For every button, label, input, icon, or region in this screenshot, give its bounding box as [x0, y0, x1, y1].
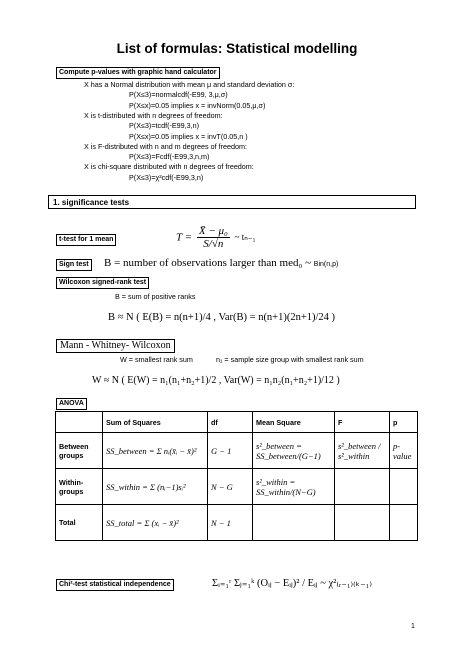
ttest-lhs: T =	[176, 231, 193, 244]
anova-header-cell: df	[208, 412, 253, 433]
anova-ss: SS_within = Σ (nᵢ−1)sᵢ²	[103, 469, 208, 505]
calc-heading: Compute p-values with graphic hand calculator	[56, 67, 220, 79]
anova-ss: SS_between = Σ nᵢ(x̄ᵢ − x̄)²	[103, 433, 208, 469]
anova-header-cell: Mean Square	[253, 412, 335, 433]
calc-line: X has a Normal distribution with mean μ and standard deviation σ:	[84, 80, 295, 89]
page-title: List of formulas: Statistical modelling	[116, 41, 358, 56]
ttest-denominator: S/√n	[203, 238, 224, 250]
anova-header-cell	[56, 412, 103, 433]
mww-desc1: W = smallest rank sum	[120, 355, 193, 364]
anova-rowname: Total	[56, 505, 103, 541]
calc-line: P(X≤x)=0.05 implies x = invT(0.05,n )	[129, 131, 248, 141]
table-row	[56, 433, 418, 469]
signtest-dist: Bin(n,p)	[313, 261, 339, 268]
signtest-text: B = number of observations larger than med₀ ~	[104, 257, 312, 269]
anova-p: p-value	[390, 433, 418, 469]
page-number: 1	[411, 623, 415, 630]
table-row	[56, 505, 418, 541]
anova-ms: s²_between = SS_between/(G−1)	[253, 433, 335, 469]
anova-rowname: Between groups	[56, 433, 103, 469]
section-heading: 1. significance tests	[48, 195, 416, 209]
anova-header-cell: p	[390, 412, 418, 433]
anova-header-row	[56, 412, 418, 433]
ttest-numerator: X̄ − μ₀	[198, 225, 228, 237]
calc-line: P(X≤3)=tcdf(-E99,3,n)	[129, 121, 200, 131]
calc-line: X is t-distributed with n degrees of freedom:	[84, 110, 223, 120]
anova-header-cell: F	[335, 412, 390, 433]
calc-line: X is chi-square distributed with n degrees of freedom:	[84, 162, 254, 172]
mww-label: Mann - Whitney- Wilcoxon	[56, 339, 175, 353]
calc-line: X is F-distributed with n and m degrees of freedom:	[84, 141, 247, 151]
signtest-formula	[104, 257, 338, 269]
mww-formula: W ≈ N ( E(W) = n₁(n₁+n₂+1)/2 , Var(W) = n₁n₂(n₁+n₂+1)/12 )	[92, 375, 340, 386]
signtest-label: Sign test	[56, 259, 92, 271]
chi-formula: Σᵢ₌₁ʳ Σⱼ₌₁ᵏ (Oᵢⱼ − Eᵢⱼ)² / Eᵢⱼ ~ χ²₍ᵣ₋₁₎₍ₖ₋₁₎	[212, 578, 372, 589]
calc-line: P(X≤3)=χ²cdf(-E99,3,n)	[129, 172, 204, 182]
anova-f: s²_between / s²_within	[335, 433, 390, 469]
anova-p	[390, 505, 418, 541]
calc-line: P(X≤3)=normalcdf(-E99, 3,μ,σ)	[129, 90, 228, 100]
anova-rowname: Within-groups	[56, 469, 103, 505]
anova-header-cell: Sum of Squares	[103, 412, 208, 433]
anova-f	[335, 469, 390, 505]
anova-table	[55, 411, 418, 541]
anova-p	[390, 469, 418, 505]
ttest-formula	[176, 225, 256, 250]
calc-line: P(X≤x)=0.05 implies x = invNorm(0.05,μ,σ)	[129, 100, 266, 110]
anova-ms: s²_within = SS_within/(N−G)	[253, 469, 335, 505]
calc-line: P(X≤3)=Fcdf(-E99,3,n,m)	[129, 152, 210, 162]
anova-f	[335, 505, 390, 541]
wilcoxon-label: Wilcoxon signed-rank test	[56, 277, 149, 289]
wilcoxon-desc: B = sum of positive ranks	[115, 292, 196, 301]
ttest-rhs: ~ tₙ₋₁	[234, 232, 256, 242]
anova-df: G − 1	[208, 433, 253, 469]
chi-label: Chi²-test statistical independence	[56, 579, 174, 591]
anova-ms	[253, 505, 335, 541]
table-row	[56, 469, 418, 505]
anova-ss: SS_total = Σ (xᵢ − x̄)²	[103, 505, 208, 541]
anova-label: ANOVA	[56, 398, 87, 410]
wilcoxon-formula: B ≈ N ( E(B) = n(n+1)/4 , Var(B) = n(n+1)(2n+1)/24 )	[108, 312, 336, 323]
anova-df: N − G	[208, 469, 253, 505]
mww-desc2: n₁ = sample size group with smallest rank sum	[216, 355, 364, 364]
ttest-label: t-test for 1 mean	[56, 234, 116, 246]
anova-df: N − 1	[208, 505, 253, 541]
